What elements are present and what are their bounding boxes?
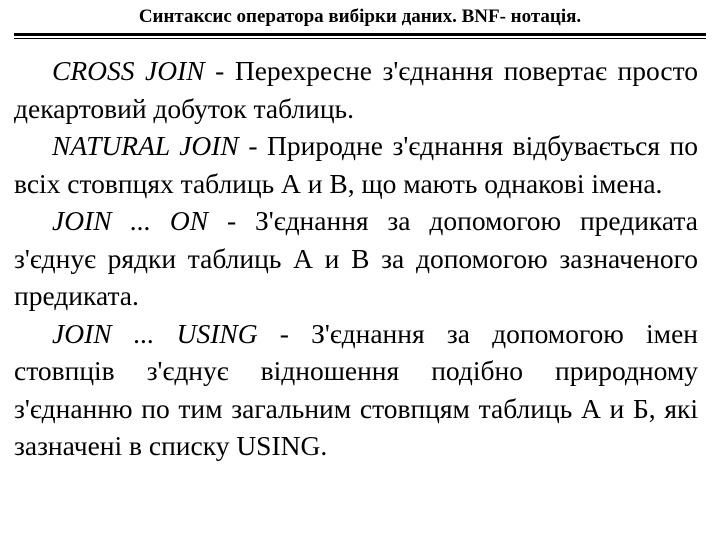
content-body bbox=[14, 52, 698, 465]
term-join-using: JOIN ... USING bbox=[52, 317, 258, 349]
term-natural-join: NATURAL JOIN bbox=[52, 130, 239, 161]
paragraph-cross-join bbox=[14, 52, 698, 127]
description-natural-join: - Природне з'єднання відбувається по всіх стовпцях таблиць А и В, що мають однакові імена. bbox=[14, 130, 699, 199]
description-cross-join: - Перехресне з'єднання повертає просто декартовий добуток таблиць. bbox=[14, 55, 698, 124]
paragraph-join-using bbox=[14, 315, 698, 465]
title-divider-thick bbox=[14, 33, 706, 36]
description-join-using: - З'єднання за допомогою імен стовпців з'єднує відношення подібно природному з'єднанню по тим загальним стовпцям таблиць А и Б, які зазначені в списку USING. bbox=[14, 317, 698, 461]
description-join-on: - З'єднання за допомогою предиката з'єднує рядки таблиць А и В за допомогою зазначеного предиката. bbox=[14, 205, 698, 311]
term-cross-join: CROSS JOIN bbox=[52, 55, 205, 86]
paragraph-natural-join bbox=[14, 127, 698, 202]
paragraph-join-on bbox=[14, 202, 698, 315]
term-join-on: JOIN ... ON bbox=[52, 205, 209, 236]
title-divider-thin bbox=[14, 38, 706, 39]
page-title: Синтаксис оператора вибірки даних. BNF- нотація. bbox=[138, 6, 582, 27]
